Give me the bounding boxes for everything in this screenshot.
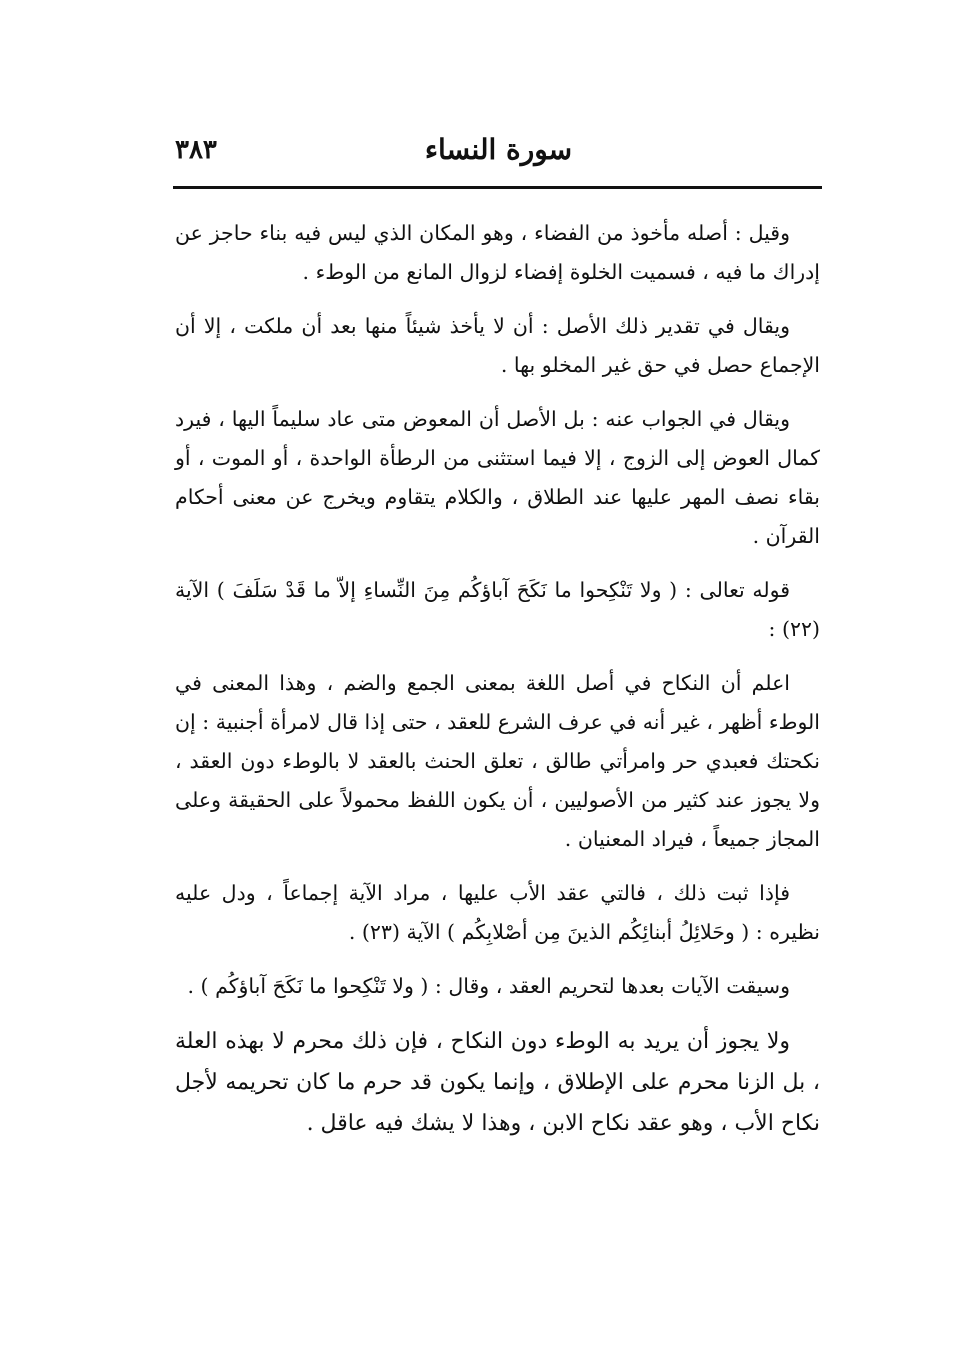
paragraph: وسيقت الآيات بعدها لتحريم العقد ، وقال : ( ولا تَنْكِحوا ما نَكَحَ آباؤكُم ) . xyxy=(187,974,790,998)
paragraph: ولا يجوز أن يريد به الوطء دون النكاح ، فإن ذلك محرم لا بهذه العلة ، بل الزنا محرم على الإطلاق ، وإنما يكون قد حرم ما كان تحريمه لأجل نكاح الأب ، وهو عقد نكاح الابن ، وهذا لا يشك فيه عاقل . xyxy=(175,1029,820,1136)
paragraph: ويقال في الجواب عنه : بل الأصل أن المعوض متى عاد سليماً اليها ، فيرد كمال العوض إلى الزوج ، إلا فيما استثنى من الرطأة الواحدة ، أو الموت ، أو بقاء نصف المهر عليها عند الطلاق ، والكلام يتقاوم ويخرج عن معنى أحكام القرآن . xyxy=(175,407,820,548)
verse-paragraph: قوله تعالى : ( ولا تَنْكِحوا ما نَكَحَ آباؤكُم مِنَ النِّساءِ إلاّ ما قَدْ سَلَفَ ) الآية (٢٢) : xyxy=(175,578,820,641)
page-header xyxy=(175,128,822,172)
page-number: ٣٨٣ xyxy=(175,135,217,165)
header-rule xyxy=(173,186,822,189)
paragraph: وقيل : أصله مأخوذ من الفضاء ، وهو المكان الذي ليس فيه بناء حاجز عن إدراك ما فيه ، فسميت الخلوة إفضاء لزوال المانع من الوطء . xyxy=(175,221,820,284)
running-title: سورة النساء xyxy=(424,133,573,166)
paragraph: ويقال في تقدير ذلك الأصل : أن لا يأخذ شيئاً منها بعد أن ملكت ، إلا أن الإجماع حصل في حق غير المخلو بها . xyxy=(175,314,820,377)
paragraph: فإذا ثبت ذلك ، فالتي عقد الأب عليها ، مراد الآية إجماعاً ، ودل عليه نظيره : ( وحَلائِلُ أبنائِكُم الذينَ مِن أصْلابِكُم ) الآية (٢٣) . xyxy=(175,881,820,944)
paragraph: اعلم أن النكاح في أصل اللغة بمعنى الجمع والضم ، وهذا المعنى في الوطء أظهر ، غير أنه في عرف الشرع للعقد ، حتى إذا قال لامرأة أجنبية : إن نكحتك فعبدي حر وامرأتي طالق ، تعلق الحنث بالعقد لا بالوطء دون العقد ، ولا يجوز عند كثير من الأصوليين ، أن يكون اللفظ محمولاً على الحقيقة وعلى المجاز جميعاً ، فيراد المعنيان . xyxy=(175,671,820,851)
body-text xyxy=(175,214,820,1159)
